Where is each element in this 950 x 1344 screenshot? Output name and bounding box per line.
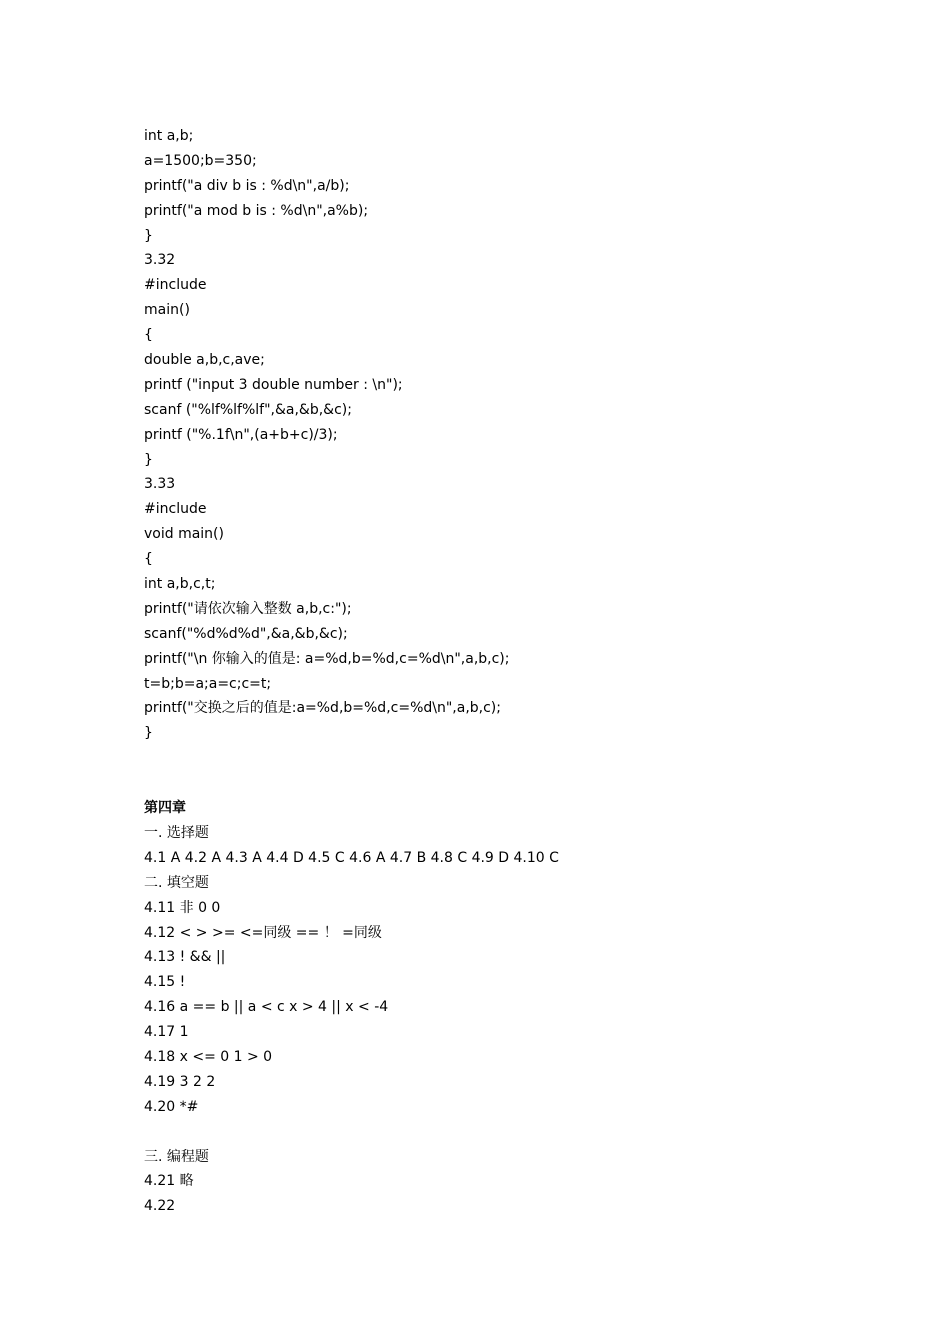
- text-line: printf("a mod b is : %d\n",a%b);: [144, 202, 369, 219]
- text-line: 4.16 a == b || a < c x > 4 || x < -4: [144, 999, 389, 1016]
- text-line: a=1500;b=350;: [144, 152, 257, 169]
- text-line: int a,b,c,t;: [144, 576, 216, 593]
- blank-line: [144, 746, 904, 771]
- text-line: scanf("%d%d%d",&a,&b,&c);: [144, 625, 348, 642]
- text-line: 4.18 x <= 0 1 > 0: [144, 1048, 273, 1065]
- text-line: void main(): [144, 526, 224, 543]
- text-line: main(): [144, 302, 190, 319]
- text-line: #include: [144, 501, 207, 518]
- text-line: t=b;b=a;a=c;c=t;: [144, 675, 272, 692]
- text-line: scanf ("%lf%lf%lf",&a,&b,&c);: [144, 401, 352, 418]
- text-line: 4.1 A 4.2 A 4.3 A 4.4 D 4.5 C 4.6 A 4.7 B 4.8 C 4.9 D 4.10 C: [144, 849, 559, 866]
- text-line: }: [144, 227, 153, 244]
- text-line: 4.15 !: [144, 974, 186, 991]
- text-line: }: [144, 451, 153, 468]
- text-line: 4.19 3 2 2: [144, 1073, 216, 1090]
- blank-line: [144, 1120, 904, 1145]
- document-body: [144, 124, 904, 1219]
- text-line: 一. 选择题: [144, 824, 209, 841]
- text-line: 二. 填空题: [144, 874, 209, 891]
- text-line: printf("交换之后的值是:a=%d,b=%d,c=%d\n",a,b,c);: [144, 700, 501, 717]
- text-line: }: [144, 725, 153, 742]
- blank-line: [144, 771, 904, 796]
- text-line: {: [144, 551, 153, 568]
- text-line: #include: [144, 277, 207, 294]
- text-line: printf ("%.1f\n",(a+b+c)/3);: [144, 426, 338, 443]
- text-line: 4.20 *#: [144, 1098, 199, 1115]
- text-line: int a,b;: [144, 128, 194, 144]
- text-line: printf ("input 3 double number : \n");: [144, 376, 403, 393]
- text-line: 4.21 略: [144, 1173, 194, 1190]
- text-line: {: [144, 327, 153, 344]
- text-line: 4.17 1: [144, 1024, 189, 1041]
- chapter-heading: 第四章: [144, 800, 186, 817]
- text-line: 4.11 非 0 0: [144, 899, 221, 916]
- text-line: 4.12 < > >= <=同级 == ！ =同级: [144, 924, 382, 941]
- text-line: 4.22: [144, 1198, 176, 1215]
- text-line: 3.33: [144, 476, 176, 493]
- text-line: double a,b,c,ave;: [144, 352, 265, 369]
- text-line: 三. 编程题: [144, 1148, 209, 1165]
- text-line: printf("a div b is : %d\n",a/b);: [144, 177, 350, 194]
- text-line: 3.32: [144, 252, 176, 269]
- text-line: printf("请依次输入整数 a,b,c:");: [144, 600, 352, 617]
- text-line: 4.13 ! && ||: [144, 949, 226, 966]
- text-line: printf("\n 你输入的值是: a=%d,b=%d,c=%d\n",a,b,c);: [144, 650, 510, 667]
